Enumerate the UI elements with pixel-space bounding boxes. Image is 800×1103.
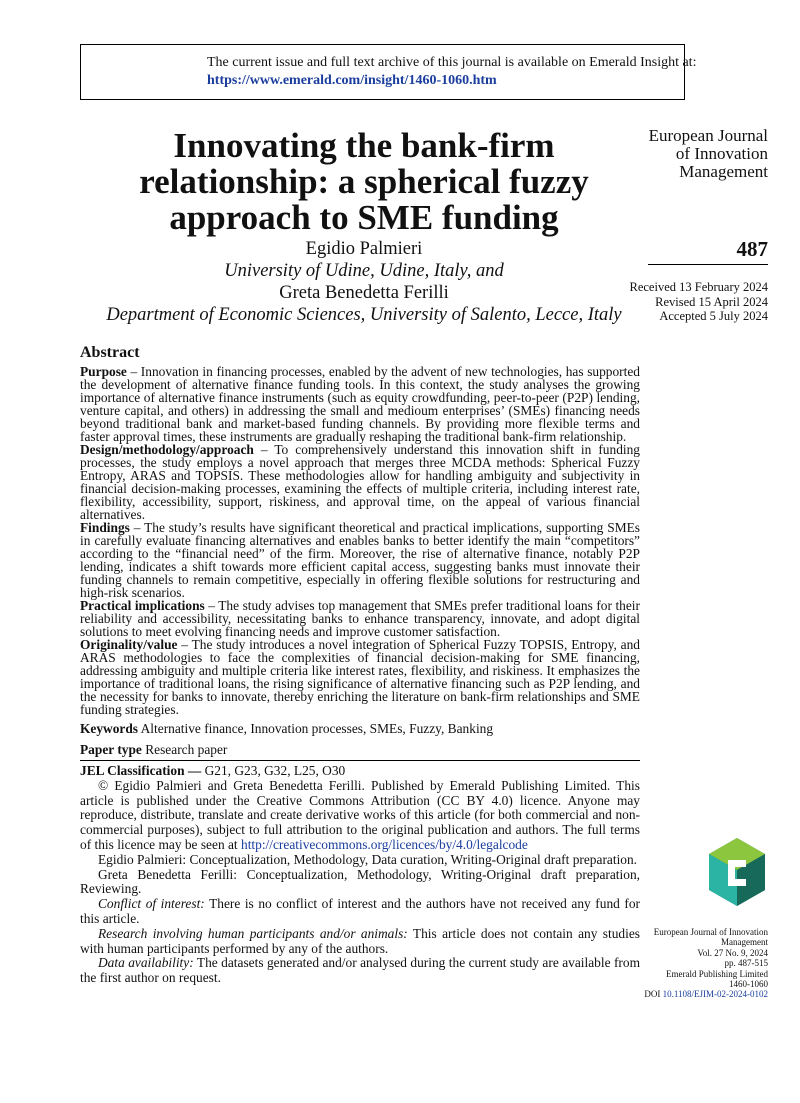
originality-label: Originality/value [80,637,178,652]
section-divider [80,760,640,761]
conflict-statement [80,897,640,927]
journal-notice-box [80,44,697,100]
journal-name-line-2: of Innovation [675,144,768,163]
open-access-logo-icon [706,836,768,908]
contribution-2: Greta Benedetta Ferilli: Conceptualization, Methodology, Writing-Original draft preparation, Reviewing. [80,866,640,897]
practical-text: – The study advises top management that SMEs prefer traditional loans for their reliability and accessibility, necessitating banks to enhance transparency, innovate, and adopt digital solutions to meet evolving financing needs and improve customer satisfaction. [80,598,640,639]
citation-pages: pp. 487-515 [724,958,768,969]
abstract-section [80,344,640,758]
citation-journal-cont: Management [721,937,768,948]
keywords-text: Alternative finance, Innovation processes, SMEs, Fuzzy, Banking [138,721,494,736]
front-matter [80,764,640,986]
purpose-text: – Innovation in financing processes, enabled by the advent of new technologies, has supported the development of alternative finance funding tools. In this context, the study analyses the growing importance of alternative finance instruments (such as equity crowdfunding, peer-to-peer (P2P) lending, venture capital, and others) in addressing the small and medioum enterprises’ (SMEs) financing needs beyond traditional bank and market-based funding channels. By providing more flexible terms and faster approval times, these instruments are gradually reshaping the traditional bank-firm relationship. [80,364,640,444]
research-text: This article does not contain any studies with human participants performed by any of the authors. [80,925,640,956]
findings-label: Findings [80,520,130,535]
article-title [80,128,648,236]
data-availability [80,956,640,986]
accepted-date: Accepted 5 July 2024 [659,309,768,323]
abstract-design [80,443,640,521]
doi-link[interactable]: 10.1108/EJIM-02-2024-0102 [662,989,768,1000]
paper-type-label: Paper type [80,742,142,757]
title-line-1: Innovating the bank-firm [173,126,555,165]
license-link[interactable]: http://creativecommons.org/licences/by/4.0/legalcode [241,836,528,852]
findings-text: – The study’s results have significant theoretical and practical implications, supporting SMEs in carefully evaluate financing alternatives and enables banks to better identify the main “competitors” according to the “financial need” of the firm. Moreover, the rise of alternative finance, notably P2P lending, indicates a shift towards more efficient capital access, suggesting banks must innovate their funding channels to remain competitive, especially in offering flexible solutions for restructuring and high-risk scenarios. [80,520,640,600]
citation-publisher: Emerald Publishing Limited [666,968,768,979]
design-text: – To comprehensively understand this innovation shift in funding processes, the study employs a novel approach that merges three MCDA methods: Spherical Fuzzy Entropy, ARAS and TOPSIS. These methodologies allow for handling ambiguity and subjectivity in financial decision-making processes, examining the effects of multiple criteria, including interest rate, flexibility, accessibility, support, riskiness, and approval time, on the appeal of various financial alternatives. [80,442,640,522]
received-date: Received 13 February 2024 [629,280,768,294]
revised-date: Revised 15 April 2024 [655,294,768,309]
practical-label: Practical implications [80,598,205,613]
journal-name-line-1: European Journal [648,126,768,145]
title-line-3: approach to SME funding [169,198,559,237]
notice-link[interactable]: https://www.emerald.com/insight/1460-1060.htm [207,73,497,88]
abstract-practical [80,599,640,638]
abstract-heading: Abstract [80,344,140,361]
conflict-text: There is no conflict of interest and the authors have not received any fund for this article. [80,896,640,926]
copyright-notice [80,779,640,853]
author-name-2: Greta Benedetta Ferilli [279,283,449,303]
jel-label: JEL Classification — [80,763,205,778]
design-label: Design/methodology/approach [80,442,254,457]
jel-classification [80,764,640,779]
research-label: Research involving human participants and/or animals: [98,925,408,941]
conflict-label: Conflict of interest: [98,896,205,912]
sidebar-divider [648,264,768,265]
citation-volume: Vol. 27 No. 9, 2024 [697,947,768,958]
keywords [80,720,640,737]
data-text: The datasets generated and/or analysed during the current study are available from the first author on request. [80,955,640,986]
article-dates [629,280,768,324]
abstract-purpose [80,365,640,443]
citation-doi [644,989,768,999]
page-number: 487 [736,237,768,261]
contribution-1: Egidio Palmieri: Conceptualization, Methodology, Data curation, Writing-Original draft preparation. [98,851,638,867]
journal-name-line-3: Management [679,162,768,181]
purpose-label: Purpose [80,364,127,379]
paper-type [80,741,640,758]
abstract-originality [80,638,640,716]
citation-issn: 1460-1060 [729,979,768,990]
copyright-text: © Egidio Palmieri and Greta Benedetta Ferilli. Published by Emerald Publishing Limited. This article is published under the Creative Commons Attribution (CC BY 4.0) licence. Anyone may reproduce, distribute, translate and create derivative works of this article (for both commercial and non-commercial purposes), subject to full attribution to the original publication and authors. The full terms of this licence may be seen at [80,777,640,852]
paper-type-text: Research paper [141,742,228,757]
research-statement [80,927,640,957]
keywords-label: Keywords [80,721,139,736]
affiliation-1: University of Udine, Udine, Italy, and [224,261,504,281]
author-name-1: Egidio Palmieri [305,239,423,259]
citation-journal: European Journal of Innovation [653,927,768,937]
jel-codes: G21, G23, G32, L25, O30 [204,763,346,778]
notice-text: The current issue and full text archive of this journal is available on Emerald Insight at: [207,55,697,70]
data-label: Data availability: [98,955,194,971]
journal-name [649,127,768,181]
citation-block [644,927,768,1000]
title-line-2: relationship: a spherical fuzzy [139,162,589,201]
affiliation-2: Department of Economic Sciences, University of Salento, Lecce, Italy [106,305,622,325]
originality-text: – The study introduces a novel integration of Spherical Fuzzy TOPSIS, Entropy, and ARAS methodologies to face the complexities of financial decision-making for SME financing, addressing ambiguity and multiple criteria like interest rates, flexibility, and riskiness. It emphasizes the importance of traditional loans, the rising significance of alternative financing such as P2P lending, and the necessity for banks to innovate, thereby enriching the literature on bank-firm relationships and SME funding strategies. [80,637,640,717]
doi-label: DOI [644,989,663,1000]
author-block [80,238,648,326]
abstract-findings [80,521,640,599]
